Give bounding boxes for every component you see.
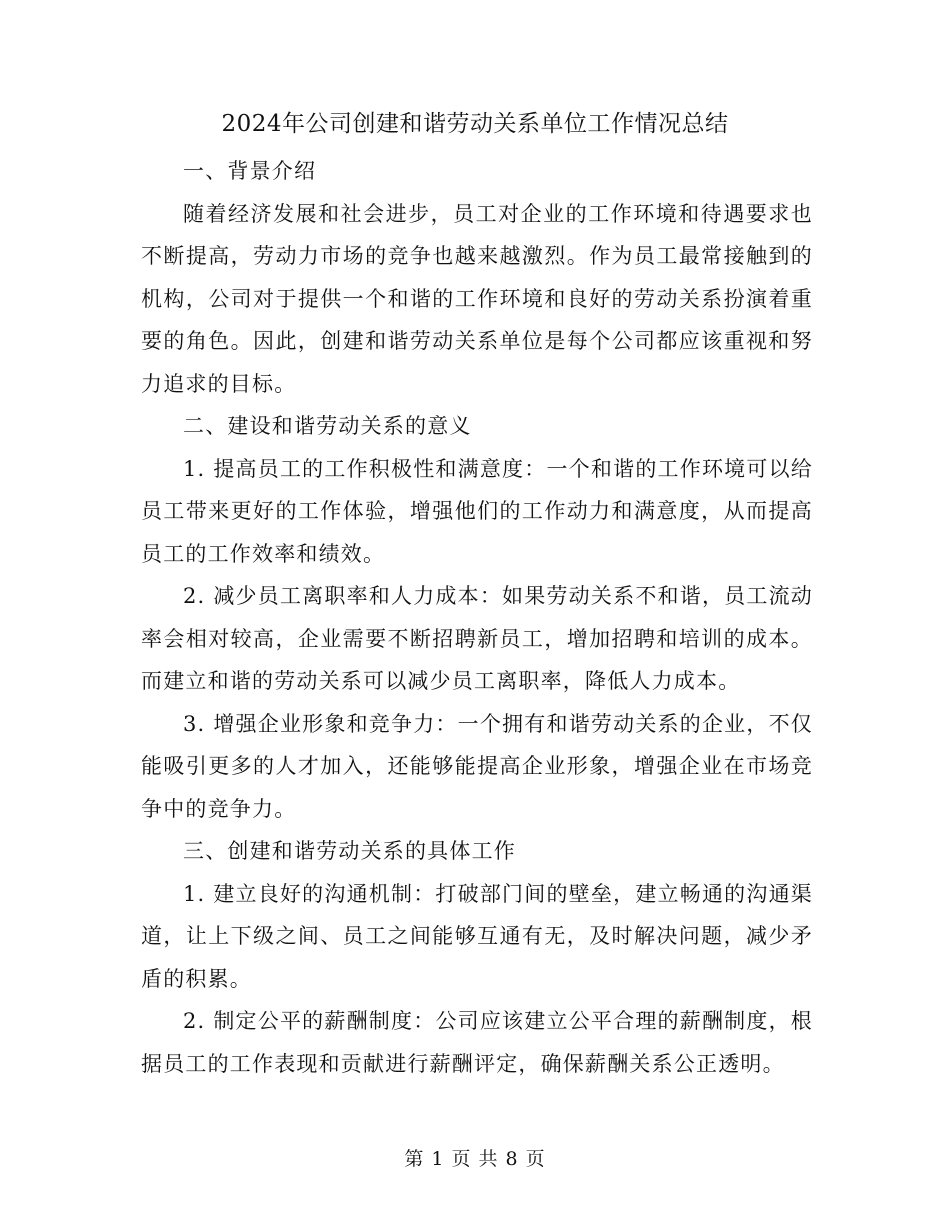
paragraph-significance-2: 2. 减少员工离职率和人力成本：如果劳动关系不和谐，员工流动率会相对较高，企业需要不断招聘新员工，增加招聘和培训的成本。而建立和谐的劳动关系可以减少员工离职率，降低人力成本。 xyxy=(141,584,813,693)
section-heading-significance: 二、建设和谐劳动关系的意义 xyxy=(183,414,472,438)
document-body xyxy=(141,150,813,1085)
page-number-footer: 第 1 页 共 8 页 xyxy=(404,1148,546,1170)
paragraph-background: 随着经济发展和社会进步，员工对企业的工作环境和待遇要求也不断提高，劳动力市场的竞争也越来越激烈。作为员工最常接触到的机构，公司对于提供一个和谐的工作环境和良好的劳动关系扮演着重要的角色。因此，创建和谐劳动关系单位是每个公司都应该重视和努力追求的目标。 xyxy=(141,201,813,396)
document-title: 2024年公司创建和谐劳动关系单位工作情况总结 xyxy=(221,111,729,137)
paragraph-significance-1: 1. 提高员工的工作积极性和满意度：一个和谐的工作环境可以给员工带来更好的工作体验，增强他们的工作动力和满意度，从而提高员工的工作效率和绩效。 xyxy=(141,456,813,566)
section-heading-background: 一、背景介绍 xyxy=(183,159,317,183)
paragraph-work-1: 1. 建立良好的沟通机制：打破部门间的壁垒，建立畅通的沟通渠道，让上下级之间、员工之间能够互通有无，及时解决问题，减少矛盾的积累。 xyxy=(141,881,813,991)
section-heading-specific-work: 三、创建和谐劳动关系的具体工作 xyxy=(183,839,516,863)
paragraph-work-2: 2. 制定公平的薪酬制度：公司应该建立公平合理的薪酬制度，根据员工的工作表现和贡献进行薪酬评定，确保薪酬关系公正透明。 xyxy=(141,1009,813,1076)
paragraph-significance-3: 3. 增强企业形象和竞争力：一个拥有和谐劳动关系的企业，不仅能吸引更多的人才加入，还能够能提高企业形象，增强企业在市场竞争中的竞争力。 xyxy=(141,711,813,821)
